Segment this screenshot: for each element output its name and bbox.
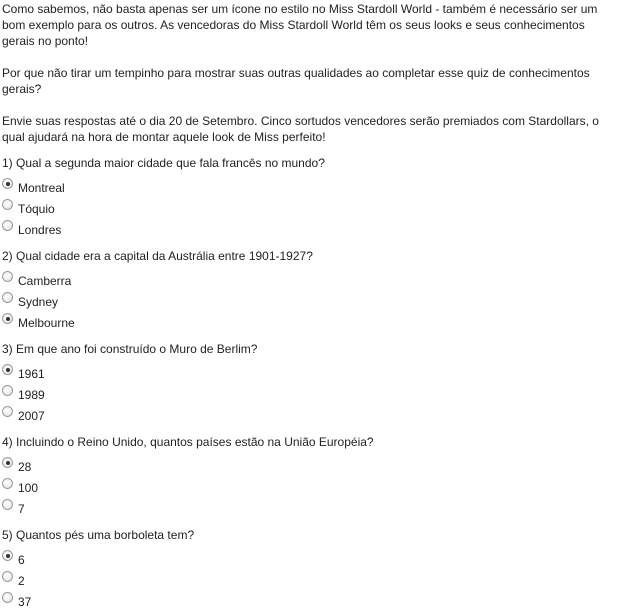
question-3 [2,341,619,424]
question-title: 1) Qual a segunda maior cidade que fala francês no mundo? [2,156,325,170]
answer-option[interactable] [2,268,619,289]
radio-button[interactable] [2,571,13,582]
answer-option[interactable] [2,217,619,238]
answer-option-label[interactable]: 100 [18,480,39,495]
answer-option[interactable] [2,589,619,610]
answer-option-label[interactable]: Montreal [18,180,65,195]
answer-option[interactable] [2,454,619,475]
radio-button[interactable] [2,178,13,189]
question-title: 2) Qual cidade era a capital da Austrália entre 1901-1927? [2,249,313,263]
answer-option[interactable] [2,175,619,196]
question-title: 4) Incluindo o Reino Unido, quantos países estão na União Européia? [2,435,374,449]
answer-option-label[interactable]: Londres [18,222,62,237]
intro-paragraph-2: Por que não tirar um tempinho para mostrar suas outras qualidades ao completar esse quiz de conhecimentos gerais? [2,66,590,96]
answer-option[interactable] [2,475,619,496]
answer-option-label[interactable]: 2007 [18,408,45,423]
answer-option-label[interactable]: 6 [18,552,25,567]
answer-option[interactable] [2,361,619,382]
answer-option[interactable] [2,496,619,517]
radio-button[interactable] [2,478,13,489]
answer-option[interactable] [2,196,619,217]
radio-button[interactable] [2,406,13,417]
answer-option-label[interactable]: Sydney [18,294,59,309]
radio-button[interactable] [2,457,13,468]
radio-button[interactable] [2,313,13,324]
answer-option-label[interactable]: 7 [18,501,25,516]
answer-option-label[interactable]: 28 [18,459,32,474]
intro-paragraph-1: Como sabemos, não basta apenas ser um ícone no estilo no Miss Stardoll World - também é necessário ser um bom exemplo para os outros. As vencedoras do Miss Stardoll World têm os seus looks e seus conhecimentos gerais no ponto! [2,2,598,48]
question-2 [2,248,619,331]
answer-option-label[interactable]: Melbourne [18,315,75,330]
answer-option-label[interactable]: 2 [18,573,25,588]
radio-button[interactable] [2,271,13,282]
question-4 [2,434,619,517]
radio-button[interactable] [2,199,13,210]
radio-button[interactable] [2,385,13,396]
answer-option[interactable] [2,403,619,424]
radio-button[interactable] [2,364,13,375]
answer-option-label[interactable]: 1961 [18,366,45,381]
question-5 [2,527,619,610]
question-title: 3) Em que ano foi construído o Muro de Berlim? [2,342,258,356]
answer-option-label[interactable]: 1989 [18,387,45,402]
radio-button[interactable] [2,550,13,561]
radio-button[interactable] [2,220,13,231]
radio-button[interactable] [2,499,13,510]
answer-option[interactable] [2,289,619,310]
radio-button[interactable] [2,592,13,603]
answer-option[interactable] [2,310,619,331]
answer-option-label[interactable]: Tóquio [18,201,55,216]
radio-button[interactable] [2,292,13,303]
answer-option[interactable] [2,382,619,403]
answer-option-label[interactable]: 37 [18,594,32,609]
answer-option[interactable] [2,568,619,589]
question-list [2,155,619,610]
answer-option-label[interactable]: Camberra [18,273,72,288]
intro-paragraph-3: Envie suas respostas até o dia 20 de Setembro. Cinco sortudos vencedores serão premiados com Stardollars, o qual ajudará na hora de montar aquele look de Miss perfeito! [2,114,599,144]
question-1 [2,155,619,238]
answer-option[interactable] [2,547,619,568]
question-title: 5) Quantos pés uma borboleta tem? [2,528,195,542]
